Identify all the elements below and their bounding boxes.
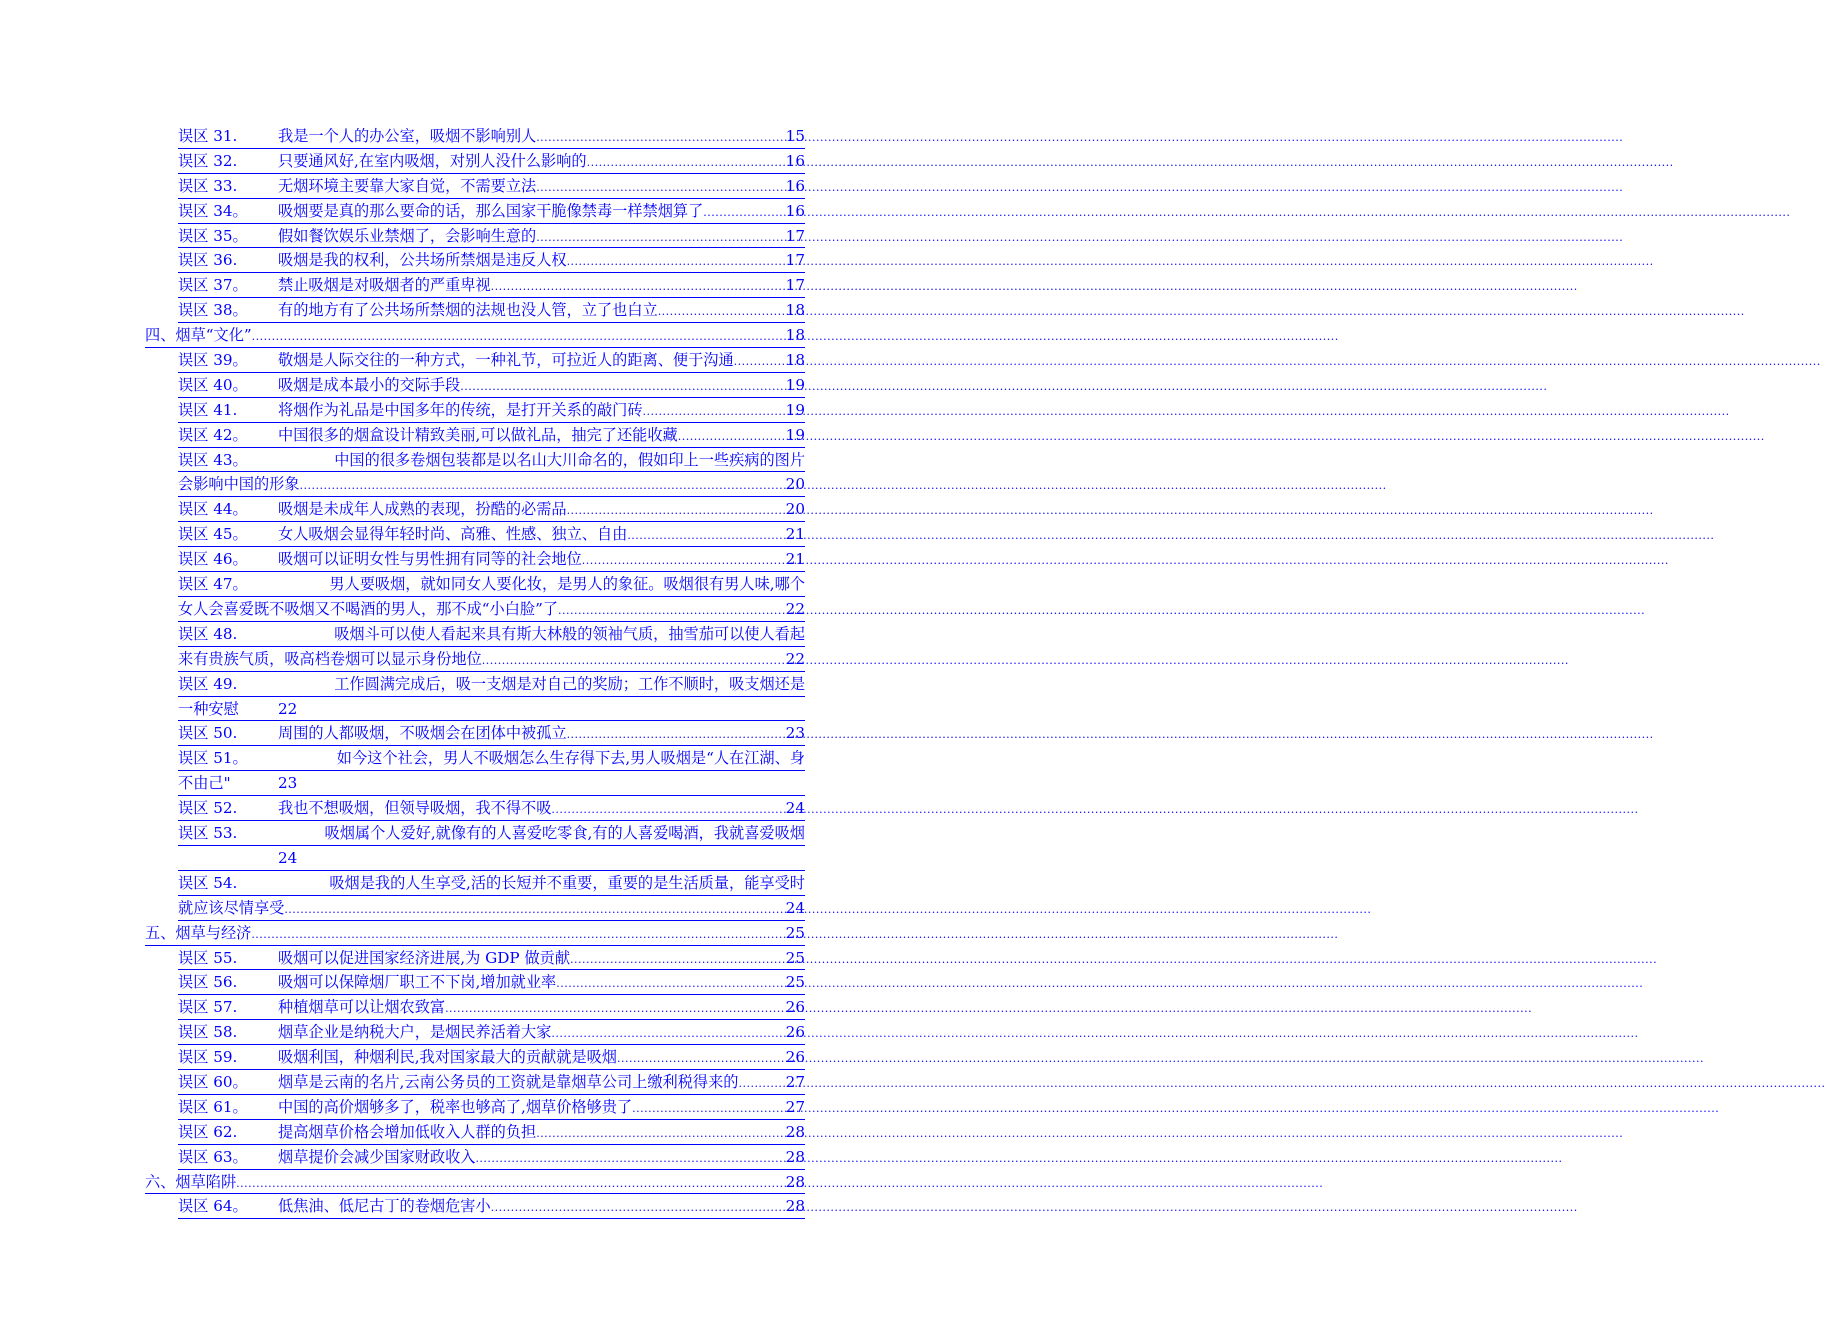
entry-number: 误区 53. [178,824,238,843]
toc-line [145,921,805,946]
toc-line-continued [178,647,805,672]
page-number: 20 [785,475,805,494]
entry-number: 误区 38。 [178,301,248,320]
toc-line [178,970,805,995]
dot-leader [536,126,784,151]
toc-line-continued [178,846,805,871]
toc-line [178,547,805,572]
dot-leader [251,923,784,948]
toc-line [145,1170,805,1195]
entry-number: 误区 61。 [178,1097,248,1116]
dot-leader [558,599,785,624]
page-number: 18 [785,351,805,370]
toc-row [0,149,950,174]
toc-row [0,1020,950,1045]
entry-title: 吸烟可以保障烟厂职工不下岗,增加就业率 [278,973,557,992]
toc-line [178,995,805,1020]
toc-line [178,398,805,423]
toc-row [0,448,950,498]
page-number: 22 [785,599,805,618]
page-number: 17 [785,276,805,295]
toc-entry-link[interactable] [178,248,805,273]
toc-entry-link[interactable] [178,1070,805,1095]
page-number: 28 [785,1147,805,1166]
toc-line-continued [178,896,805,921]
toc-row [0,1145,950,1170]
entry-title: 我也不想吸烟，但领导吸烟，我不得不吸 [278,799,552,818]
entry-title: 五、烟草与经济 [145,923,252,942]
entry-title: 烟草提价会减少国家财政收入 [278,1147,476,1166]
toc-line [178,1045,805,1070]
toc-line [178,871,805,896]
toc-row [0,398,950,423]
entry-title: 男人要吸烟，就如同女人要化妆，是男人的象征。吸烟很有男人味,哪个 [329,575,805,594]
toc-entry-link[interactable] [178,199,805,224]
entry-title: 吸烟要是真的那么要命的话，那么国家干脆像禁毒一样禁烟算了 [278,201,704,220]
entry-title: 吸烟属个人爱好,就像有的人喜爱吃零食,有的人喜爱喝酒，我就喜爱吸烟 [324,824,805,843]
toc-entry-link[interactable] [178,174,805,199]
dot-leader [567,499,785,524]
entry-title: 有的地方有了公共场所禁烟的法规也没人管，立了也白立 [278,301,658,320]
entry-number: 误区 49. [178,674,238,693]
entry-title: 六、烟草陷阱 [145,1172,237,1191]
entry-number: 误区 47。 [178,575,248,594]
toc-entry-link[interactable] [178,423,805,448]
dot-leader [658,300,785,325]
dot-leader [678,425,785,450]
toc-entry-link[interactable] [178,1095,805,1120]
toc-line [178,373,805,398]
toc-row [0,970,950,995]
dot-leader [491,1196,785,1221]
entry-title: 吸烟是我的人生享受,活的长短并不重要，重要的是生活质量，能享受时 [329,873,805,892]
entry-number: 误区 50. [178,724,238,743]
dot-leader [738,1072,784,1097]
toc-row [0,373,950,398]
toc-entry-link[interactable] [178,348,805,373]
entry-title: 提高烟草价格会增加低收入人群的负担 [278,1122,537,1141]
entry-title: 烟草是云南的名片,云南公务员的工资就是靠烟草公司上缴利税得来的 [278,1072,739,1091]
entry-title: 如今这个社会，男人不吸烟怎么生存得下去,男人吸烟是“人在江湖、身 [336,749,805,768]
dot-leader [536,176,784,201]
dot-leader [551,1022,784,1047]
toc-row [0,1170,950,1195]
toc-entry-link[interactable] [178,1120,805,1145]
toc-entry-link[interactable] [178,1145,805,1170]
toc-entry-link[interactable] [178,796,805,821]
entry-number: 误区 51。 [178,749,248,768]
toc-entry-link[interactable] [178,622,805,672]
toc-row [0,423,950,448]
toc-section-link[interactable] [145,1170,805,1195]
entry-title: 假如餐饮娱乐业禁烟了，会影响生意的 [278,226,537,245]
entry-title: 敬烟是人际交往的一种方式，一种礼节，可拉近人的距离、便于沟通 [278,351,734,370]
toc-line [178,298,805,323]
toc-entry-link[interactable] [178,522,805,547]
toc-entry-link[interactable] [178,1020,805,1045]
toc-entry-link[interactable] [178,149,805,174]
toc-entry-link[interactable] [178,448,805,498]
entry-number: 误区 43。 [178,450,248,469]
entry-number: 误区 46。 [178,550,248,569]
toc-entry-link[interactable] [178,746,805,796]
entry-number: 误区 42。 [178,425,248,444]
page-number: 24 [278,848,298,867]
page-number: 20 [785,500,805,519]
toc-line [178,721,805,746]
page-number: 26 [785,1048,805,1067]
toc-row [0,1120,950,1145]
entry-title: 中国的高价烟够多了，税率也够高了,烟草价格够贵了 [278,1097,633,1116]
entry-number: 误区 35。 [178,226,248,245]
toc-row [0,323,950,348]
page-number: 23 [785,724,805,743]
toc-entry-link[interactable] [178,398,805,423]
toc-line [178,522,805,547]
dot-leader [551,798,784,823]
page-number: 19 [785,425,805,444]
toc-row [0,174,950,199]
toc-line-continued [178,697,805,722]
page-number: 27 [785,1072,805,1091]
toc-line-continued [178,597,805,622]
toc-line [178,1145,805,1170]
toc-row [0,298,950,323]
page-number: 28 [785,1197,805,1216]
toc-line [178,1095,805,1120]
dot-leader [252,325,785,350]
toc-line [178,1020,805,1045]
entry-number: 误区 48. [178,624,238,643]
toc-row [0,796,950,821]
dot-leader [482,649,785,674]
page-number: 25 [785,948,805,967]
toc-line [178,946,805,971]
toc-section-link[interactable] [145,921,805,946]
entry-number: 误区 60。 [178,1072,248,1091]
toc-line [178,149,805,174]
toc-entry-link[interactable] [178,821,805,871]
toc-line [178,497,805,522]
entry-number: 误区 57. [178,998,238,1017]
toc-entry-link[interactable] [178,298,805,323]
toc-entry-link[interactable] [178,224,805,249]
toc-row [0,273,950,298]
dot-leader [567,250,785,275]
toc-row [0,1070,950,1095]
entry-number: 误区 63。 [178,1147,248,1166]
toc-line [178,199,805,224]
dot-leader [300,474,785,499]
entry-title: 吸烟利国，种烟利民,我对国家最大的贡献就是吸烟 [278,1048,617,1067]
page-number: 17 [785,226,805,245]
page-number: 16 [785,201,805,220]
toc-entry-link[interactable] [178,721,805,746]
entry-title: 低焦油、低尼古丁的卷烟危害小 [278,1197,491,1216]
toc-line [178,273,805,298]
page-number: 16 [785,151,805,170]
toc-row [0,224,950,249]
toc-row [0,921,950,946]
toc-row [0,348,950,373]
page-number: 21 [785,525,805,544]
entry-title: 吸烟可以证明女性与男性拥有同等的社会地位 [278,550,582,569]
toc-entry-link[interactable] [178,547,805,572]
page-number: 28 [785,1172,805,1191]
toc-entry-link[interactable] [178,1194,805,1219]
page-number: 23 [278,774,298,793]
dot-leader [617,1047,785,1072]
entry-title: 禁止吸烟是对吸烟者的严重卑视 [278,276,491,295]
toc-row [0,248,950,273]
page-number: 24 [785,898,805,917]
toc-line [178,174,805,199]
entry-number: 误区 58. [178,1023,238,1042]
toc-row [0,821,950,871]
toc-line [178,423,805,448]
dot-leader [582,549,785,574]
dot-leader [567,723,785,748]
dot-leader [703,201,784,226]
dot-leader [556,972,784,997]
dot-leader [491,275,785,300]
page-number: 21 [785,550,805,569]
dot-leader [445,997,785,1022]
entry-number: 误区 64。 [178,1197,248,1216]
toc-entry-link[interactable] [178,572,805,622]
entry-title-continued: 一种安慰 [178,699,239,718]
toc-entry-link[interactable] [178,970,805,995]
entry-number: 误区 54. [178,873,238,892]
entry-title-continued: 不由己" [178,774,231,793]
toc-line [178,348,805,373]
entry-number: 误区 40。 [178,375,248,394]
dot-leader [570,948,785,973]
page-number: 25 [785,923,805,942]
entry-number: 误区 36. [178,251,238,270]
entry-number: 误区 34。 [178,201,248,220]
toc-line [178,124,805,149]
entry-title: 吸烟是成本最小的交际手段 [278,375,461,394]
page-number: 17 [785,251,805,270]
entry-number: 误区 55. [178,948,238,967]
entry-title: 吸烟是我的权利，公共场所禁烟是违反人权 [278,251,567,270]
page-number: 27 [785,1097,805,1116]
toc-row [0,995,950,1020]
toc-row [0,622,950,672]
dot-leader [536,226,784,251]
toc-row [0,572,950,622]
page-number: 19 [785,375,805,394]
toc-entry-link[interactable] [178,124,805,149]
entry-number: 误区 45。 [178,525,248,544]
entry-title: 女人吸烟会显得年轻时尚、高雅、性感、独立、自由 [278,525,628,544]
toc-line [178,746,805,771]
dot-leader [236,1172,785,1197]
toc-row [0,124,950,149]
toc-row [0,746,950,796]
page-number: 28 [785,1122,805,1141]
table-of-contents [0,124,950,1219]
dot-leader [587,151,785,176]
dot-leader [460,375,784,400]
entry-title: 我是一个人的办公室，吸烟不影响别人 [278,127,537,145]
toc-line [178,1120,805,1145]
page-number: 22 [278,699,298,718]
entry-number: 误区 31. [178,127,238,145]
entry-title: 中国的很多卷烟包装都是以名山大川命名的，假如印上一些疾病的图片 [334,450,805,469]
entry-number: 误区 41. [178,400,238,419]
entry-title-continued: 来有贵族气质，吸高档卷烟可以显示身份地位 [178,649,482,668]
dot-leader [627,524,784,549]
toc-section-link[interactable] [145,323,805,348]
entry-title: 将烟作为礼品是中国多年的传统，是打开关系的敲门砖 [278,400,643,419]
entry-number: 误区 32. [178,151,238,170]
toc-row [0,1045,950,1070]
entry-number: 误区 39。 [178,351,248,370]
toc-line [178,1194,805,1219]
page-number: 24 [785,799,805,818]
entry-title: 只要通风好,在室内吸烟，对别人没什么影响的 [278,151,587,170]
toc-line [178,796,805,821]
page-number: 25 [785,973,805,992]
toc-row [0,871,950,921]
toc-row [0,547,950,572]
entry-title-continued: 会影响中国的形象 [178,475,300,494]
toc-row [0,199,950,224]
entry-title: 种植烟草可以让烟农致富 [278,998,446,1017]
dot-leader [284,898,784,923]
entry-title: 四、烟草“文化” [145,326,252,345]
toc-entry-link[interactable] [178,497,805,522]
page-number: 22 [785,649,805,668]
entry-title-continued: 就应该尽情享受 [178,898,285,917]
page-number: 15 [785,127,805,145]
toc-line-continued [178,472,805,497]
dot-leader [643,400,785,425]
dot-leader [475,1147,784,1172]
dot-leader [734,350,785,375]
toc-row [0,497,950,522]
toc-line [178,572,805,597]
entry-title: 烟草企业是纳税大户，是烟民养活着大家 [278,1023,552,1042]
entry-title-continued: 女人会喜爱既不吸烟又不喝酒的男人，那不成“小白脸”了 [178,599,559,618]
entry-number: 误区 44。 [178,500,248,519]
toc-row [0,1095,950,1120]
entry-number: 误区 33. [178,176,238,195]
toc-row [0,1194,950,1219]
toc-entry-link[interactable] [178,946,805,971]
page-number: 19 [785,400,805,419]
toc-entry-link[interactable] [178,871,805,921]
entry-title: 周围的人都吸烟，不吸烟会在团体中被孤立 [278,724,567,743]
toc-entry-link[interactable] [178,672,805,722]
entry-title: 无烟环境主要靠大家自觉，不需要立法 [278,176,537,195]
entry-title: 吸烟可以促进国家经济进展,为 GDP 做贡献 [278,948,571,967]
page-number: 26 [785,998,805,1017]
toc-row [0,721,950,746]
entry-number: 误区 52. [178,799,238,818]
toc-line [178,248,805,273]
entry-title: 吸烟斗可以使人看起来具有斯大林般的领袖气质，抽雪茄可以使人看起 [334,624,805,643]
entry-number: 误区 62. [178,1122,238,1141]
toc-entry-link[interactable] [178,373,805,398]
toc-line [178,622,805,647]
page-number: 18 [785,301,805,320]
entry-number: 误区 56. [178,973,238,992]
entry-number: 误区 59. [178,1048,238,1067]
toc-line [178,672,805,697]
toc-line [178,448,805,473]
toc-entry-link[interactable] [178,1045,805,1070]
page-number: 26 [785,1023,805,1042]
entry-title: 中国很多的烟盒设计精致美丽,可以做礼品，抽完了还能收藏 [278,425,678,444]
toc-row [0,522,950,547]
toc-line-continued [178,771,805,796]
toc-line [178,821,805,846]
page-number: 18 [785,326,805,345]
toc-entry-link[interactable] [178,995,805,1020]
toc-row [0,672,950,722]
toc-line [178,1070,805,1095]
toc-row [0,946,950,971]
toc-line [178,224,805,249]
dot-leader [536,1122,784,1147]
entry-title: 工作圆满完成后，吸一支烟是对自己的奖励；工作不顺时，吸支烟还是 [334,674,805,693]
entry-number: 误区 37。 [178,276,248,295]
page-number: 16 [785,176,805,195]
dot-leader [632,1097,785,1122]
toc-entry-link[interactable] [178,273,805,298]
entry-title: 吸烟是未成年人成熟的表现，扮酷的必需品 [278,500,567,519]
toc-line [145,323,805,348]
